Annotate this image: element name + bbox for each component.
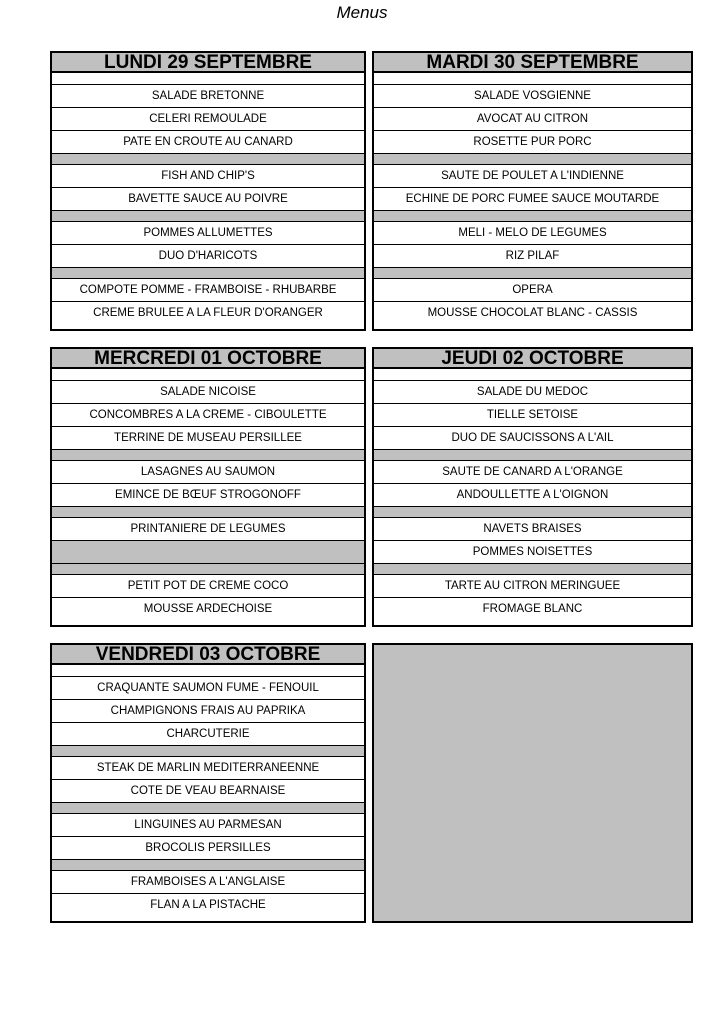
menu-item: BAVETTE SAUCE AU POIVRE bbox=[52, 188, 364, 211]
day-header: JEUDI 02 OCTOBRE bbox=[374, 349, 691, 369]
course-separator bbox=[52, 746, 364, 757]
blank-row bbox=[52, 73, 364, 85]
menu-item: LASAGNES AU SAUMON bbox=[52, 461, 364, 484]
menu-item: NAVETS BRAISES bbox=[374, 518, 691, 541]
menu-item: TARTE AU CITRON MERINGUEE bbox=[374, 575, 691, 598]
course-separator bbox=[52, 860, 364, 871]
day-thursday bbox=[372, 347, 693, 627]
course-separator bbox=[52, 211, 364, 222]
blank-row bbox=[52, 665, 364, 677]
menu-item: OPERA bbox=[374, 279, 691, 302]
course-separator bbox=[52, 268, 364, 279]
menu-item: SAUTE DE POULET A L'INDIENNE bbox=[374, 165, 691, 188]
menu-item: AVOCAT AU CITRON bbox=[374, 108, 691, 131]
menu-item: POMMES ALLUMETTES bbox=[52, 222, 364, 245]
menu-item: STEAK DE MARLIN MEDITERRANEENNE bbox=[52, 757, 364, 780]
menu-item: ROSETTE PUR PORC bbox=[374, 131, 691, 154]
menu-item: CREME BRULEE A LA FLEUR D'ORANGER bbox=[93, 307, 323, 319]
day-monday bbox=[50, 51, 366, 331]
menu-item: TERRINE DE MUSEAU PERSILLEE bbox=[52, 427, 364, 450]
course-separator bbox=[52, 507, 364, 518]
blank-row bbox=[374, 73, 691, 85]
menu-item: SALADE NICOISE bbox=[52, 381, 364, 404]
blank-row bbox=[374, 369, 691, 381]
menu-item: SAUTE DE CANARD A L'ORANGE bbox=[374, 461, 691, 484]
day-header: MARDI 30 SEPTEMBRE bbox=[374, 53, 691, 73]
menu-item: ANDOULLETTE A L'OIGNON bbox=[374, 484, 691, 507]
course-separator bbox=[374, 268, 691, 279]
menu-item: SALADE BRETONNE bbox=[52, 85, 364, 108]
menu-item: ECHINE DE PORC FUMEE SAUCE MOUTARDE bbox=[374, 188, 691, 211]
menu-item: MOUSSE CHOCOLAT BLANC - CASSIS bbox=[427, 307, 638, 319]
menu-item: DUO DE SAUCISSONS A L'AIL bbox=[374, 427, 691, 450]
menu-item: FRAMBOISES A L'ANGLAISE bbox=[52, 871, 364, 894]
menu-item: COMPOTE POMME - FRAMBOISE - RHUBARBE bbox=[52, 279, 364, 302]
menu-item: BROCOLIS PERSILLES bbox=[52, 837, 364, 860]
course-separator bbox=[374, 507, 691, 518]
day-header: LUNDI 29 SEPTEMBRE bbox=[52, 53, 364, 73]
menu-item: PETIT POT DE CREME COCO bbox=[52, 575, 364, 598]
course-separator bbox=[374, 154, 691, 165]
menu-item: MELI - MELO DE LEGUMES bbox=[374, 222, 691, 245]
menu-item: CONCOMBRES A LA CREME - CIBOULETTE bbox=[52, 404, 364, 427]
menu-item: FISH AND CHIP'S bbox=[52, 165, 364, 188]
course-separator bbox=[374, 211, 691, 222]
menu-item: CHARCUTERIE bbox=[52, 723, 364, 746]
menu-item: DUO D'HARICOTS bbox=[52, 245, 364, 268]
course-separator bbox=[52, 450, 364, 461]
menu-item: COTE DE VEAU BEARNAISE bbox=[52, 780, 364, 803]
empty-menu-cell bbox=[52, 541, 364, 564]
blank-row bbox=[52, 369, 364, 381]
course-separator bbox=[374, 564, 691, 575]
menu-item: MOUSSE ARDECHOISE bbox=[143, 603, 273, 615]
day-tuesday bbox=[372, 51, 693, 331]
day-friday bbox=[50, 643, 366, 923]
menu-item: EMINCE DE BŒUF STROGONOFF bbox=[52, 484, 364, 507]
menu-item: FLAN A LA PISTACHE bbox=[150, 899, 266, 911]
menu-item: RIZ PILAF bbox=[374, 245, 691, 268]
menu-item: CHAMPIGNONS FRAIS AU PAPRIKA bbox=[52, 700, 364, 723]
menu-item: PATE EN CROUTE AU CANARD bbox=[52, 131, 364, 154]
menu-item: SALADE DU MEDOC bbox=[374, 381, 691, 404]
day-header: MERCREDI 01 OCTOBRE bbox=[52, 349, 364, 369]
empty-day-box bbox=[372, 643, 693, 923]
day-header: VENDREDI 03 OCTOBRE bbox=[52, 645, 364, 665]
menu-item: TIELLE SETOISE bbox=[374, 404, 691, 427]
menu-item: PRINTANIERE DE LEGUMES bbox=[52, 518, 364, 541]
menu-item: CRAQUANTE SAUMON FUME - FENOUIL bbox=[52, 677, 364, 700]
page-title: Menus bbox=[336, 3, 388, 22]
menu-item: FROMAGE BLANC bbox=[482, 603, 583, 615]
menu-item: LINGUINES AU PARMESAN bbox=[52, 814, 364, 837]
course-separator bbox=[374, 450, 691, 461]
menu-item: SALADE VOSGIENNE bbox=[374, 85, 691, 108]
menu-item: POMMES NOISETTES bbox=[374, 541, 691, 564]
course-separator bbox=[52, 803, 364, 814]
day-wednesday bbox=[50, 347, 366, 627]
course-separator bbox=[52, 154, 364, 165]
menu-item: CELERI REMOULADE bbox=[52, 108, 364, 131]
course-separator bbox=[52, 564, 364, 575]
